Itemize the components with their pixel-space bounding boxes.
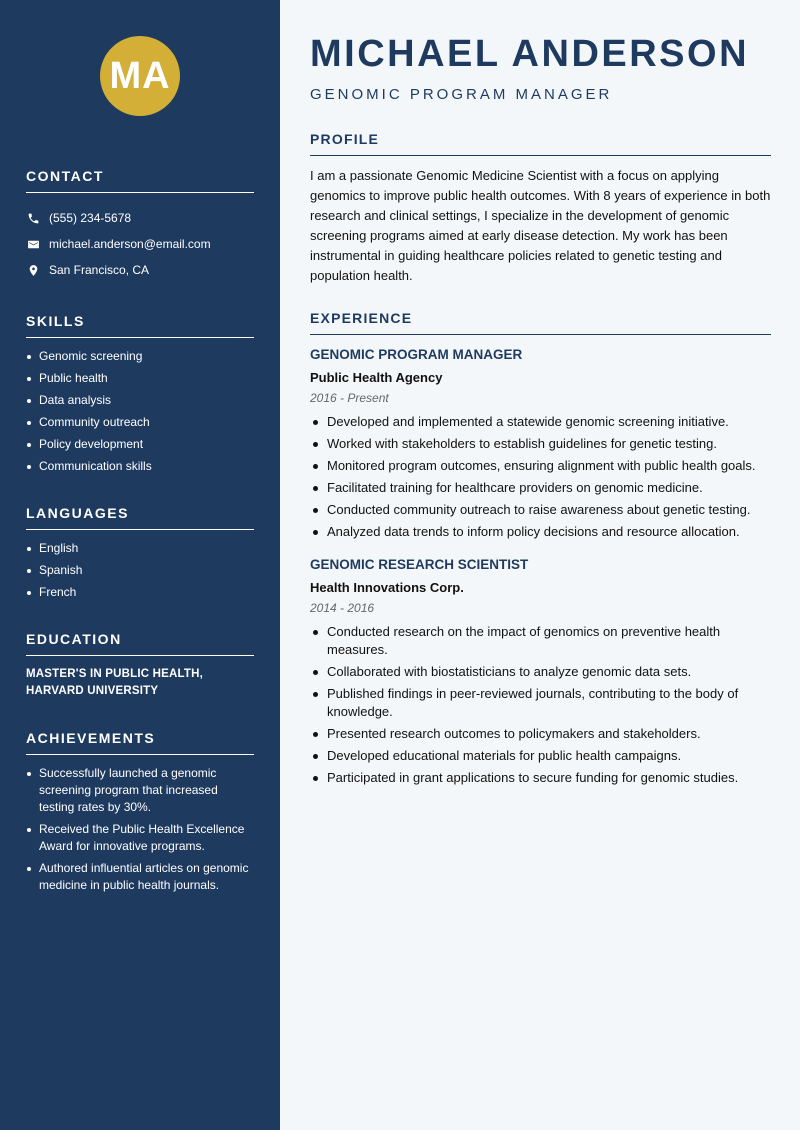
achievement-item: Successfully launched a genomic screening program that increased testing rates by 30%. — [26, 765, 254, 816]
contact-section — [26, 168, 254, 283]
education-degree: MASTER'S IN PUBLIC HEALTH, HARVARD UNIVERSITY — [26, 668, 204, 697]
achievement-item: Authored influential articles on genomic medicine in public health journals. — [26, 860, 254, 894]
profile-heading: PROFILE — [310, 131, 771, 156]
skill-item: Community outreach — [26, 414, 254, 431]
job-duty: Worked with stakeholders to establish guidelines for genetic testing. — [310, 435, 771, 453]
skills-heading: SKILLS — [26, 313, 254, 338]
job-entry — [310, 557, 771, 787]
skill-item: Data analysis — [26, 392, 254, 409]
contact-location — [26, 257, 254, 283]
job-company: Public Health Agency — [310, 370, 443, 385]
phone-icon — [26, 211, 40, 225]
job-duty: Analyzed data trends to inform policy decisions and resource allocation. — [310, 523, 771, 541]
education-heading: EDUCATION — [26, 631, 254, 656]
profile-text: I am a passionate Genomic Medicine Scientist with a focus on applying genomics to improve public health outcomes. With 8 years of experience in both research and clinical settings, I specialize in the development of genomic screening programs aimed at early disease detection. My work has been instrumental in guiding healthcare policies related to genetic testing and population health. — [310, 168, 771, 283]
job-duty: Facilitated training for healthcare providers on genomic medicine. — [310, 479, 771, 497]
skills-list — [26, 348, 254, 475]
achievement-item: Received the Public Health Excellence Award for innovative programs. — [26, 821, 254, 855]
skills-section — [26, 313, 254, 475]
language-item: English — [26, 540, 254, 557]
skill-item: Public health — [26, 370, 254, 387]
job-duty: Developed and implemented a statewide genomic screening initiative. — [310, 413, 771, 431]
contact-email-text[interactable]: michael.anderson@email.com — [49, 237, 211, 251]
candidate-name: MICHAEL ANDERSON — [310, 33, 750, 75]
skill-item: Communication skills — [26, 458, 254, 475]
education-section — [26, 631, 254, 700]
languages-section — [26, 505, 254, 601]
experience-heading: EXPERIENCE — [310, 310, 771, 335]
contact-phone-text[interactable]: (555) 234-5678 — [49, 211, 132, 225]
job-duty: Monitored program outcomes, ensuring alignment with public health goals. — [310, 457, 771, 475]
job-duties-list — [310, 413, 771, 541]
profile-section — [310, 131, 771, 286]
achievements-heading: ACHIEVEMENTS — [26, 730, 254, 755]
skill-item: Genomic screening — [26, 348, 254, 365]
job-duty: Conducted community outreach to raise awareness about genetic testing. — [310, 501, 771, 519]
candidate-title: GENOMIC PROGRAM MANAGER — [310, 86, 613, 103]
job-duty: Published findings in peer-reviewed journals, contributing to the body of knowledge. — [310, 685, 771, 721]
avatar: MA — [100, 36, 180, 116]
avatar-container — [26, 0, 254, 116]
job-company: Health Innovations Corp. — [310, 580, 464, 595]
skill-item: Policy development — [26, 436, 254, 453]
language-item: French — [26, 584, 254, 601]
job-entry — [310, 347, 771, 541]
contact-heading: CONTACT — [26, 168, 254, 193]
job-role: GENOMIC PROGRAM MANAGER — [310, 347, 523, 362]
contact-phone — [26, 205, 254, 231]
job-duty: Conducted research on the impact of genomics on preventive health measures. — [310, 623, 771, 659]
sidebar — [0, 0, 280, 1130]
achievements-list — [26, 765, 254, 894]
achievements-section — [26, 730, 254, 894]
email-icon — [26, 237, 40, 251]
experience-section — [310, 310, 771, 787]
languages-heading: LANGUAGES — [26, 505, 254, 530]
job-dates: 2014 - 2016 — [310, 601, 375, 615]
job-dates: 2016 - Present — [310, 391, 389, 405]
contact-email — [26, 231, 254, 257]
job-duty: Developed educational materials for public health campaigns. — [310, 747, 771, 765]
languages-list — [26, 540, 254, 601]
language-item: Spanish — [26, 562, 254, 579]
main-content — [280, 0, 800, 1130]
job-role: GENOMIC RESEARCH SCIENTIST — [310, 557, 529, 572]
job-duty: Presented research outcomes to policymakers and stakeholders. — [310, 725, 771, 743]
contact-location-text: San Francisco, CA — [49, 263, 150, 277]
job-duties-list — [310, 623, 771, 787]
location-pin-icon — [26, 263, 40, 277]
contact-list — [26, 205, 254, 283]
job-duty: Collaborated with biostatisticians to analyze genomic data sets. — [310, 663, 771, 681]
job-duty: Participated in grant applications to secure funding for genomic studies. — [310, 769, 771, 787]
